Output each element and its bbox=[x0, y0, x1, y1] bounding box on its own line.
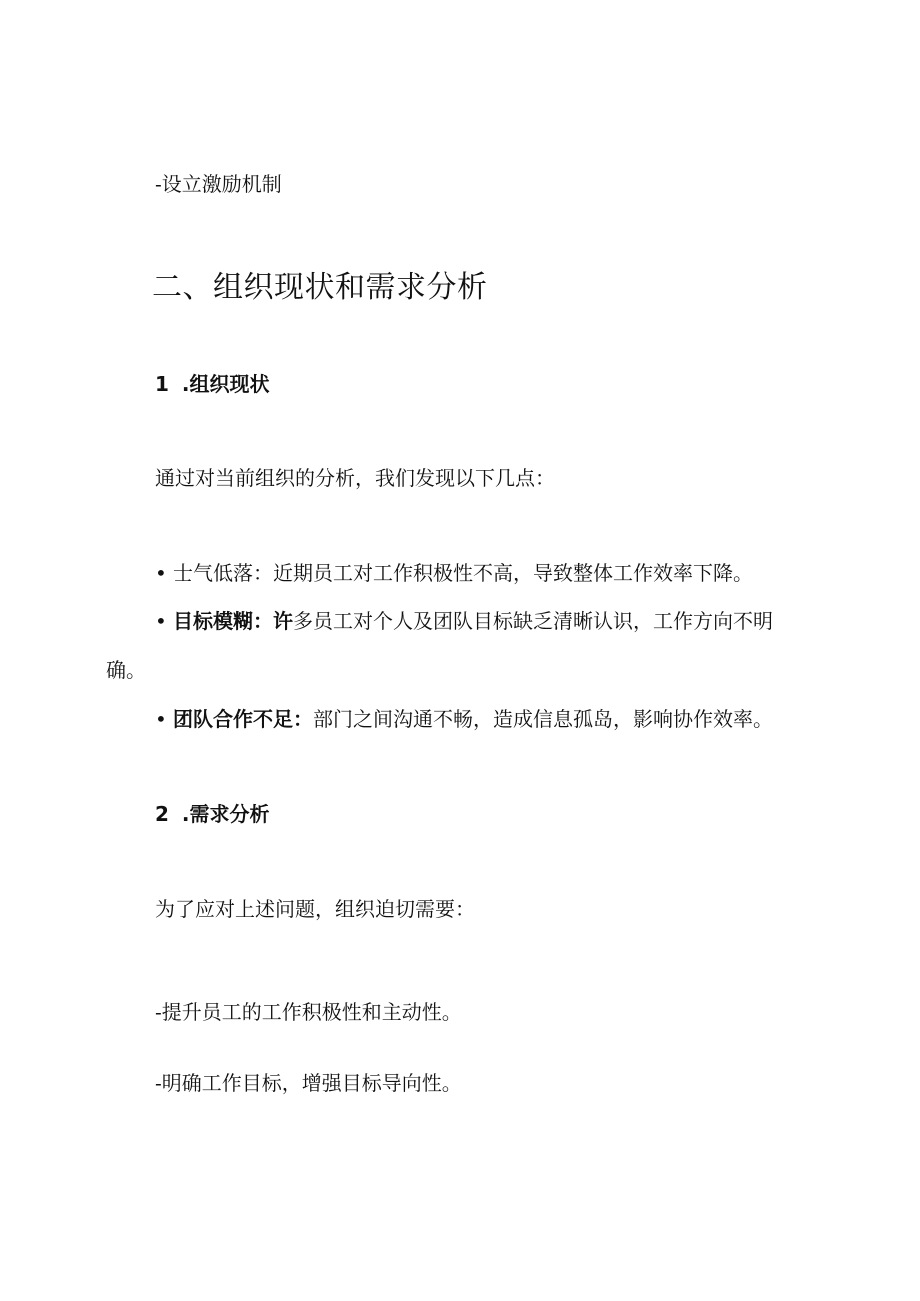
list-item bbox=[155, 559, 753, 587]
intro-paragraph-1: 通过对当前组织的分析，我们发现以下几点： bbox=[155, 466, 555, 490]
bullet-term: 团队合作不足： bbox=[173, 707, 313, 731]
bullet-icon: • bbox=[155, 609, 167, 633]
subsection-title: .组织现状 bbox=[181, 372, 270, 396]
section-heading: 二、组织现状和需求分析 bbox=[152, 270, 488, 305]
bullet-continuation: 确。 bbox=[106, 658, 146, 682]
subsection-title: .需求分析 bbox=[181, 802, 270, 826]
list-item bbox=[155, 705, 773, 733]
subsection-number: 1 bbox=[155, 372, 169, 396]
subsection-number: 2 bbox=[155, 802, 169, 826]
need-item: -提升员工的工作积极性和主动性。 bbox=[155, 1000, 462, 1024]
bullet-icon: • bbox=[155, 707, 167, 731]
subsection-heading-2 bbox=[155, 800, 270, 828]
list-item bbox=[155, 607, 773, 635]
bullet-term: 目标模糊：许 bbox=[173, 609, 293, 633]
intro-paragraph-2: 为了应对上述问题，组织迫切需要： bbox=[155, 897, 475, 921]
subsection-heading-1 bbox=[155, 370, 270, 398]
need-item: -明确工作目标，增强目标导向性。 bbox=[155, 1071, 462, 1095]
bullet-text: 部门之间沟通不畅，造成信息孤岛，影响协作效率。 bbox=[313, 707, 773, 731]
bullet-text: 士气低落：近期员工对工作积极性不高，导致整体工作效率下降。 bbox=[173, 561, 753, 585]
bullet-text: 多员工对个人及团队目标缺乏清晰认识，工作方向不明 bbox=[293, 609, 773, 633]
incentive-item: -设立激励机制 bbox=[155, 172, 282, 196]
bullet-icon: • bbox=[155, 561, 167, 585]
